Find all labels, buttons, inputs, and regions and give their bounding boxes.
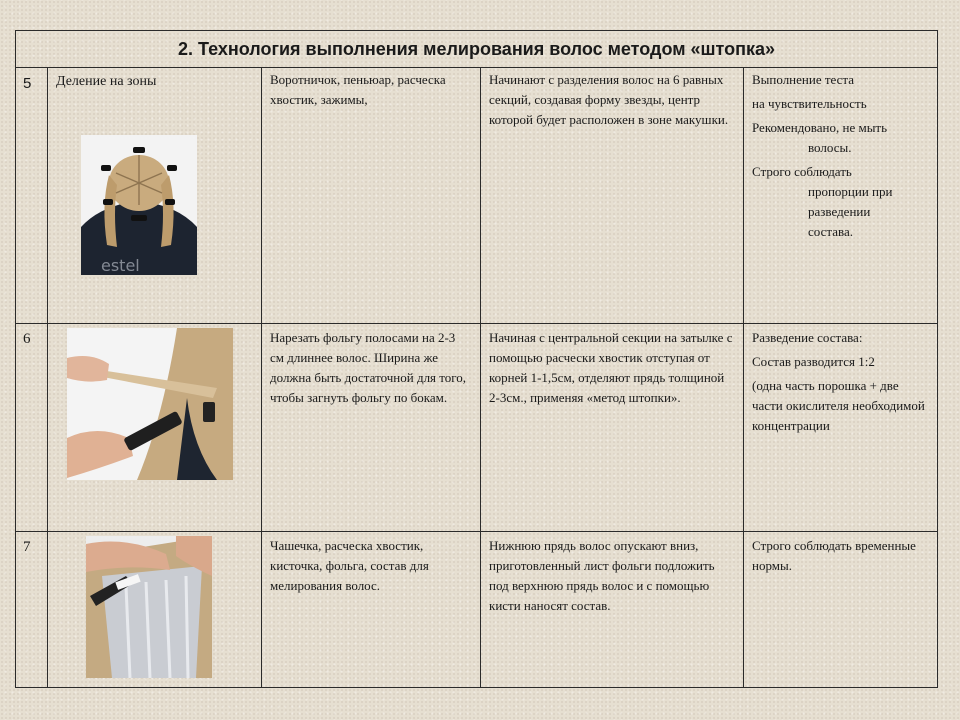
row-number: 7 bbox=[16, 532, 48, 688]
note-line: Строго соблюдать временные нормы. bbox=[752, 538, 916, 573]
foil-photo-cell bbox=[48, 324, 262, 532]
table-row bbox=[16, 68, 938, 324]
table-title: 2. Технология выполнения мелирования волос методом «штопка» bbox=[16, 31, 938, 68]
foil-application-photo bbox=[86, 536, 212, 678]
zone-label: Деление на зоны bbox=[56, 74, 157, 89]
zone-division-photo bbox=[81, 135, 197, 275]
zone-division-cell bbox=[48, 68, 262, 324]
tools-text: Воротничок, пеньюар, расческа хвостик, зажимы, bbox=[270, 72, 446, 107]
description-text: Нижнюю прядь волос опускают вниз, приготовленный лист фольги подложить под верхнюю прядь волос и с помощью кисти наносят состав. bbox=[489, 538, 715, 613]
tools-text: Нарезать фольгу полосами на 2-3 см длиннее волос. Ширина же должна быть достаточной для того, чтобы загнуть фольгу по бокам. bbox=[270, 330, 467, 405]
note-line: (одна часть порошка + две части окислителя необходимой концентрации bbox=[752, 378, 925, 433]
note-line: состава. bbox=[808, 224, 853, 239]
foil-application-cell bbox=[48, 532, 262, 688]
tools-cell bbox=[262, 68, 481, 324]
notes-cell bbox=[744, 324, 938, 532]
notes-cell bbox=[744, 532, 938, 688]
note-line: Выполнение теста bbox=[752, 72, 854, 87]
note-line: на чувствительность bbox=[752, 96, 867, 111]
note-line: Рекомендовано, не мыть bbox=[752, 120, 888, 135]
note-line: пропорции при bbox=[808, 184, 893, 199]
notes-cell bbox=[744, 68, 938, 324]
technology-table bbox=[15, 30, 938, 688]
description-cell bbox=[481, 68, 744, 324]
note-line: Строго соблюдать bbox=[752, 164, 852, 179]
description-text: Начинают с разделения волос на 6 равных секций, создавая форму звезды, центр которой будет расположен в зоне макушки. bbox=[489, 72, 729, 127]
photo-brand-text: estel bbox=[101, 256, 140, 275]
row-number: 5 bbox=[16, 68, 48, 324]
tools-text: Чашечка, расческа хвостик, кисточка, фольга, состав для мелирования волос. bbox=[270, 538, 429, 593]
description-cell bbox=[481, 324, 744, 532]
note-line: волосы. bbox=[808, 140, 852, 155]
tools-cell bbox=[262, 324, 481, 532]
note-line: Разведение состава: bbox=[752, 330, 863, 345]
description-cell bbox=[481, 532, 744, 688]
row-number: 6 bbox=[16, 324, 48, 532]
tools-cell bbox=[262, 532, 481, 688]
note-line: разведении bbox=[808, 204, 871, 219]
table-row bbox=[16, 324, 938, 532]
note-line: Состав разводится 1:2 bbox=[752, 354, 875, 369]
description-text: Начиная с центральной секции на затылке с помощью расчески хвостик отступая от корней 1-1,5см, отделяют прядь толщиной 2-3см., применяя «метод штопки». bbox=[489, 330, 733, 405]
sectioning-photo bbox=[67, 328, 233, 480]
table-row bbox=[16, 532, 938, 688]
